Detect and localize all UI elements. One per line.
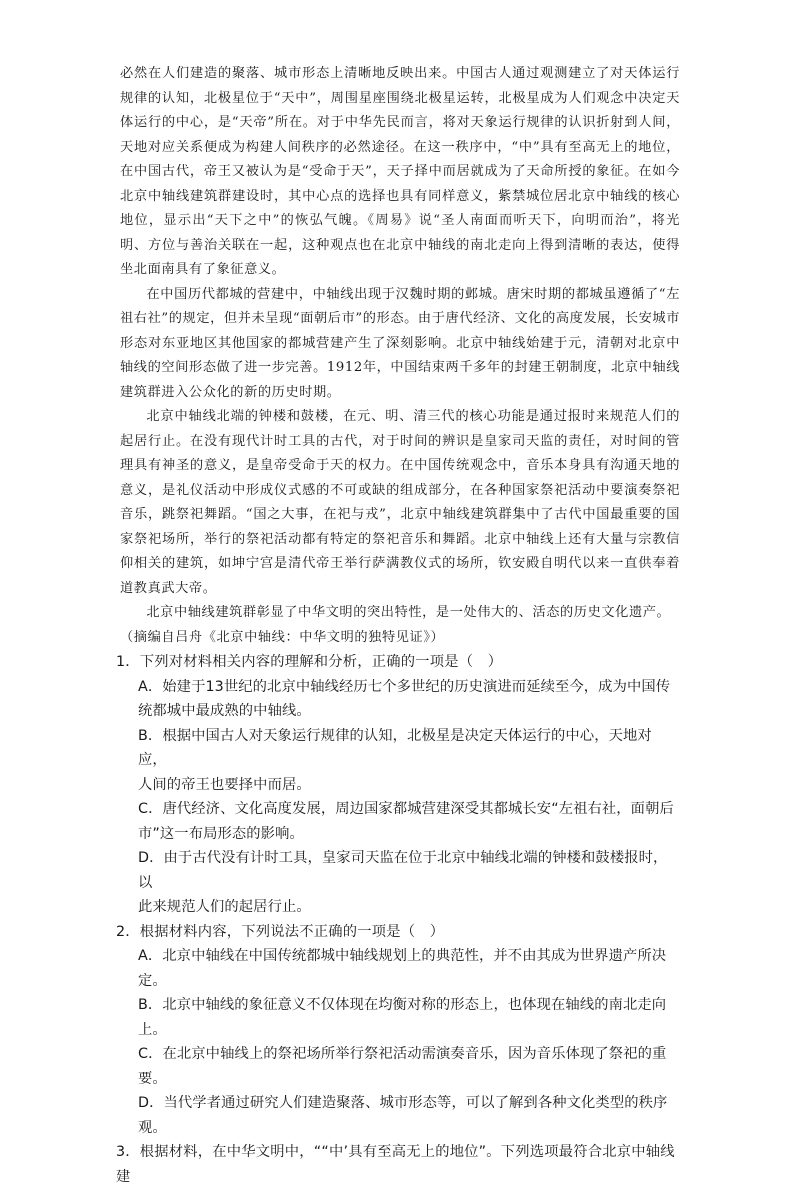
option-text-continued: 此来规范人们的起居行止。 [138,899,311,915]
option-text: 根据中国古人对天象运行规律的认知，北极星是决定天体运行的中心，天地对应， [138,727,652,768]
option-letter: C． [138,1046,163,1062]
option-text: 始建于13世纪的北京中轴线经历七个多世纪的历史演进而延续至今，成为中国传 [162,678,671,695]
passage-source: （摘编自吕舟《北京中轴线：中华文明的独特见证》） [120,629,445,645]
option-text-continued: 统都城中最成熟的中轴线。 [138,703,311,719]
question-number: 3． [116,1144,140,1160]
option-text: 北京中轴线的象征意义不仅体现在均衡对称的形态上，也体现在轴线的南北走向上。 [138,997,667,1038]
option-text-continued: 人间的帝王也要择中而居。 [138,776,311,793]
option-c[interactable] [120,1042,680,1091]
question-text: 根据材料内容，下列说法不正确的一项是（ ） [139,923,445,940]
option-text-continued: 市”这一布局形态的影响。 [138,825,304,842]
option-c[interactable] [120,797,680,846]
question-stem [116,650,680,675]
option-a[interactable] [120,675,680,724]
option-letter: D． [138,1095,164,1111]
option-a[interactable] [120,944,680,993]
question-2 [116,920,680,1141]
option-text: 由于古代没有计时工具，皇家司天监在位于北京中轴线北端的钟楼和鼓楼报时，以 [138,850,668,891]
question-number: 1． [116,654,140,670]
reading-passage [120,62,680,650]
document-page [116,62,680,1189]
option-letter: A． [138,948,163,964]
option-letter: C． [138,801,163,817]
passage-paragraph-1: 必然在人们建造的聚落、城市形态上清晰地反映出来。中国古人通过观测建立了对天体运行规律的认知，北极星位于“天中”，周围星座围绕北极星运转，北极星成为人们观念中决定天体运行的中心，是“天帝”所在。对于中华先民而言，将对天象运行规律的认识折射到人间，天地对应关系便成为构建人间秩序的必然途径。在这一秩序中，“中”具有至高无上的地位，在中国古代，帝王又被认为是“受命于天”，天子择中而居就成为了天命所授的象征。在如今北京中轴线建筑群建设时，其中心点的选择也具有同样意义，紫禁城位居北京中轴线的核心地位，显示出“天下之中”的恢弘气魄。《周易》说“圣人南面而听天下，向明而治”，将光明、方位与善治关联在一起，这种观点也在北京中轴线的南北走向上得到清晰的表达，使得坐北面南具有了象征意义。 [120,66,680,277]
option-text: 唐代经济、文化高度发展，周边国家都城营建深受其都城长安“左祖右社，面朝后 [162,801,674,817]
question-1 [116,650,680,920]
question-number: 2． [116,923,140,940]
question-text: 下列对材料相关内容的理解和分析，正确的一项是（ ） [139,654,503,670]
option-text: 在北京中轴线上的祭祀场所举行祭祀活动需演奏音乐，因为音乐体现了祭祀的重要。 [138,1046,667,1087]
option-letter: B． [138,727,163,744]
question-stem [116,1140,680,1189]
option-letter: B． [138,997,163,1013]
question-text: 根据材料，在中华文明中，““中’具有至高无上的地位”。下列选项最符合北京中轴线建 [116,1144,675,1185]
option-d[interactable] [120,1091,680,1140]
passage-paragraph-2: 在中国历代都城的营建中，中轴线出现于汉魏时期的邺城。唐宋时期的都城虽遵循了“左祖右社”的规定，但并未呈现“面朝后市”的形态。由于唐代经济、文化的高度发展，长安城市形态对东亚地区其他国家的都城营建产生了深刻影响。北京中轴线始建于元，清朝对北京中轴线的空间形态做了进一步完善。1912年，中国结束两千多年的封建王朝制度，北京中轴线建筑群进入公众化的新的历史时期。 [120,286,680,400]
option-b[interactable] [120,993,680,1042]
option-d[interactable] [120,846,680,920]
option-letter: A． [138,678,163,695]
option-text: 北京中轴线在中国传统都城中轴线规划上的典范性，并不由其成为世界遗产所决定。 [138,948,667,989]
question-3 [116,1140,680,1189]
passage-paragraph-3: 北京中轴线北端的钟楼和鼓楼，在元、明、清三代的核心功能是通过报时来规范人们的起居行止。在没有现代计时工具的古代，对于时间的辨识是皇家司天监的责任，对时间的管理具有神圣的意义，是皇帝受命于天的权力。在中国传统观念中，音乐本身具有沟通天地的意义，是礼仪活动中形成仪式感的不可或缺的组成部分，在各种国家祭祀活动中要演奏祭祀音乐，跳祭祀舞蹈。“国之大事，在祀与戎”，北京中轴线建筑群集中了古代中国最重要的国家祭祀场所，举行的祭祀活动都有特定的祭祀音乐和舞蹈。北京中轴线上还有大量与宗教信仰相关的建筑，如坤宁宫是清代帝王举行萨满教仪式的场所，钦安殿自明代以来一直供奉着道教真武大帝。 [120,409,680,596]
option-text: 当代学者通过研究人们建造聚落、城市形态等，可以了解到各种文化类型的秩序观。 [138,1095,668,1136]
question-list [116,650,680,1189]
option-letter: D． [138,850,164,866]
option-b[interactable] [120,724,680,798]
passage-paragraph-4: 北京中轴线建筑群彰显了中华文明的突出特性，是一处伟大的、活态的历史文化遗产。 [146,605,671,620]
question-stem [116,920,680,945]
